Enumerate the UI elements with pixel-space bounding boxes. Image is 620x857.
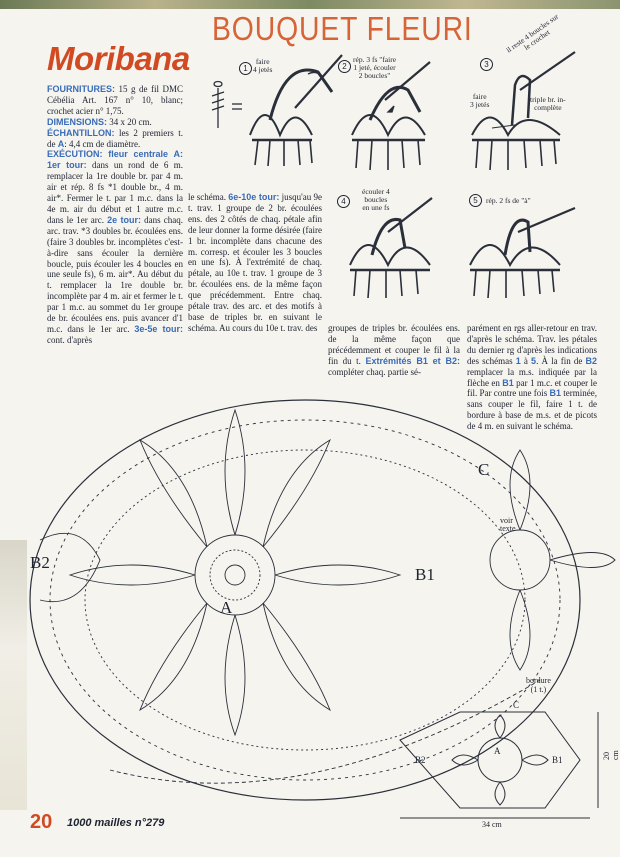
step-3-label-a: faire 3 jetés (470, 92, 490, 109)
keyword-tour-6-10: 6e-10e tour: (228, 192, 280, 202)
pattern-title: Moribana (47, 40, 190, 77)
keyword-echantillon: ÉCHANTILLON: (47, 127, 115, 138)
step-1-label: faire 4 jetés (253, 57, 273, 74)
mini-label-b1: B1 (552, 755, 563, 765)
triple-stitch-symbol (212, 82, 242, 129)
step-5-illustration (470, 208, 575, 298)
step-3-label-c: il reste 4 boucles sur le crochet (504, 11, 561, 55)
center-inner-ring (210, 550, 260, 600)
petal-top-right (263, 440, 330, 547)
petal-bottom-left (140, 603, 207, 710)
text-echantillon-2: : 4,4 cm de diamètre. (64, 138, 141, 149)
keyword-b1: B1 (502, 377, 514, 388)
keyword-schema-1: 1 (515, 355, 521, 366)
mini-schematic (400, 712, 598, 818)
text-col4-a: parément en rgs aller-retour en trav. d'après le schéma. Trav. les pétales du dernier rg d'après les indications des schémas (467, 323, 597, 366)
chart-label-b1: B1 (415, 565, 435, 584)
step-5-label: rép. 2 fs de "à" (486, 196, 531, 205)
petal-bottom (225, 615, 245, 735)
petal-right (275, 565, 400, 585)
step-2-label: rép. 3 fs "faire 1 jeté, écouler 2 boucles" (353, 55, 397, 80)
keyword-tour-2: 2e tour: (107, 214, 142, 225)
step-3-label-b: triple br. in- complète (530, 95, 566, 112)
mini-label-b2: B2 (415, 755, 426, 765)
text-col4-f: terminée, sans couper le fil, faire 1 t. de bordure à base de m.s. et de picots de 4 m. en suivant le schéma. (467, 388, 598, 432)
step-3-number: 3 (480, 58, 493, 71)
center-core (225, 565, 245, 585)
step-2-number: 2 (338, 60, 351, 73)
height-label: 20 cm (602, 750, 620, 760)
text-col3-a: groupes de triples br. écoulées ens. de la même façon que précédemment et couper le fil à la fin du t. (328, 323, 460, 366)
keyword-execution: EXÉCUTION: fleur centrale A: 1er tour: (47, 149, 183, 171)
end-flower-petal-2 (550, 553, 615, 568)
keyword-b1-2: B1 (549, 388, 562, 399)
mini-petals (452, 715, 548, 805)
keyword-schema-5: 5 (531, 355, 537, 366)
text-echantillon: les 2 premiers t. de (47, 127, 183, 149)
voir-texte-label: voir texte (500, 516, 516, 533)
text-execution: dans un rond de 6 m. remplacer la 1re double br. par 4 m. air et rép. 8 fs *1 double br., 4 m. air*. Fermer le t. par 1 m.c. dans la 4e m. air du début et 1 autre m.c. dans le 1er arc. (47, 160, 183, 225)
keyword-tour-3-5: 3e-5e tour: (134, 323, 184, 334)
magazine-name: 1000 mailles n°279 (67, 817, 165, 829)
step-4-label: écouler 4 boucles en une fs (362, 187, 390, 212)
bottom-border (110, 680, 540, 783)
keyword-a: A (57, 138, 65, 149)
photo-edge (0, 540, 27, 810)
text-col2-b: jusqu'au 9e t. trav. 1 groupe de 2 br. écoulées ens. des 2 côtés de chaq. pétale afin de leur donner la forme désirée (faire 1 br. incomplète dans chacune des m. corresp. et écouler les 3 boucles en une fs). À l'extrémité de chaq. pétale, au 10e t. trav. 1 groupe de 3 br. écoulées ens. de la même façon que précédemment. Entre chaq. pétale trav. des arc. et des motifs à base de triples br. en suivant le schéma. Au cours du 10e t. trav. des (188, 192, 322, 333)
text-col4-b: à (520, 355, 532, 366)
mini-center (478, 738, 522, 782)
step-4-number: 4 (337, 195, 350, 208)
middle-row (85, 450, 525, 750)
section-title: BOUQUET FLEURI (212, 10, 473, 47)
doily-chart (30, 400, 615, 800)
text-tour-3-5: cont. d'après (47, 334, 93, 345)
step-1-number: 1 (239, 62, 252, 75)
end-flower-c-ring (490, 530, 550, 590)
end-flower-petal-3 (510, 590, 530, 670)
text-col4-e: par 1 m.c. et couper le fil. Par contre une fois (467, 377, 597, 399)
keyword-dimensions: DIMENSIONS: (47, 116, 108, 127)
chart-label-a: A (220, 598, 233, 617)
keyword-fournitures: FOURNITURES: (47, 84, 115, 94)
mini-label-a: A (494, 746, 501, 756)
keyword-extremites: Extrémités B1 et B2: (365, 355, 460, 366)
bordure-label: bordure (1 t.) (526, 676, 551, 694)
step-5-number: 5 (469, 194, 482, 207)
text-fournitures: 15 g de fil DMC Cébélia Art. 167 n° 10, blanc; crochet acier n° 1,75. (47, 84, 183, 116)
text-dimensions: 34 x 20 cm. (107, 116, 152, 127)
mini-label-c: C (513, 700, 520, 710)
text-col3-b: compléter chaq. partie sé- (328, 366, 421, 377)
text-tour-2: dans chaq. arc. trav. *3 doubles br. écoulées ens. (faire 3 doubles br. incomplètes c'est-à-dire sans écouler la dernière boucle, puis écouler les 4 boucles en une seule fs), 6 m. air*. Au début du t. remplacer la 1re double br. incomplète par 4 m. air et fermer le t. par 1 m.c. au sommet du 1er groupe de br. écoulées ens. puis avancer d'1 m.c. dans le 1er arc. (47, 214, 183, 334)
chart-label-c: C (478, 460, 490, 479)
page-number: 20 (30, 811, 53, 833)
text-col2-a: le schéma. (188, 192, 229, 202)
text-col4-c: . À la fin de (536, 355, 586, 366)
text-col4-d: remplacer la m.s. indiquée par la flèche en (467, 366, 597, 388)
keyword-b2: B2 (585, 355, 597, 366)
petal-bottom-right (263, 603, 330, 710)
step-4-illustration (350, 198, 432, 298)
width-label: 34 cm (482, 820, 502, 829)
chart-label-b2: B2 (30, 553, 50, 572)
